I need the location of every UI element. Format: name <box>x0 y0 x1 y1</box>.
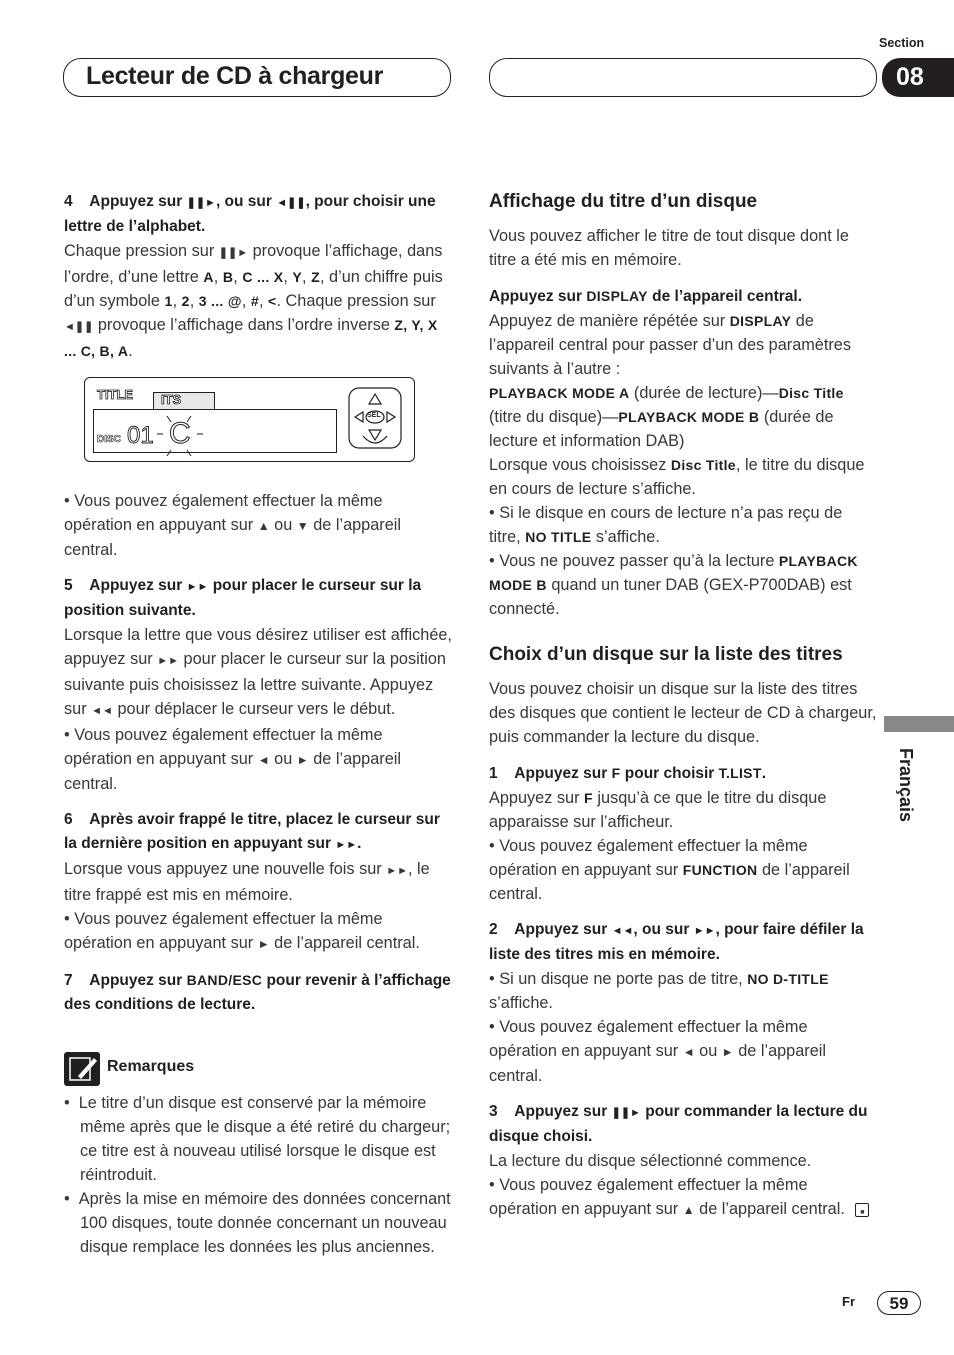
pencil-icon <box>64 1052 100 1086</box>
left-icon: ◄ <box>682 1045 695 1059</box>
step-6-desc: Lorsque vous appuyez une nouvelle fois sur ►►, le titre frappé est mis en mémoire. <box>64 860 430 904</box>
right-bullet-4: • Si un disque ne porte pas de titre, NO D-TITLE s’affiche. <box>489 970 829 1012</box>
title-pill-empty <box>489 58 877 97</box>
display-title-intro: Vous pouvez afficher le titre de tout disque dont le titre a été mis en mémoire. <box>489 227 849 269</box>
display-disc-label: DISC <box>97 434 121 445</box>
joystick-icon <box>345 384 405 456</box>
display-modes: PLAYBACK MODE A (durée de lecture)—Disc Title (titre du disque)—PLAYBACK MODE B (durée de lecture et information DAB) <box>489 384 844 450</box>
step-r1: 1 Appuyez sur F pour choisir T.LIST. <box>489 765 766 782</box>
cursor-blink-icon <box>155 414 205 460</box>
step-display: Appuyez sur DISPLAY de l’appareil central. <box>489 288 803 305</box>
ff-icon: ►► <box>335 839 358 851</box>
display-desc: Appuyez de manière répétée sur DISPLAY de l’appareil central pour passer d’un des paramètres suivants à l’autre : <box>489 312 852 378</box>
heading-display-title: Affichage du titre d’un disque <box>489 191 758 212</box>
right-bullet-2: • Vous ne pouvez passer qu’à la lecture PLAYBACK MODE B quand un tuner DAB (GEX-P700DAB) est connecté. <box>489 552 858 618</box>
note-2: • Après la mise en mémoire des données concernant 100 disques, toute donnée concernant un nouveau disque remplace les données les plus anciennes. <box>64 1190 451 1256</box>
step-6: 6 Après avoir frappé le titre, placez le curseur sur la dernière position en appuyant sur ►►. <box>64 811 440 852</box>
lang-code: Fr <box>842 1294 855 1309</box>
bullet-2: • Vous pouvez également effectuer la même opération en appuyant sur ◄ ou ► de l’appareil central. <box>64 726 401 793</box>
title-list-intro: Vous pouvez choisir un disque sur la liste des titres des disques que contient le lecteur de CD à chargeur, puis commander la lecture du disque. <box>489 680 877 746</box>
note-1: • Le titre d’un disque est conservé par la mémoire même après que le disque a été retiré du chargeur; ce titre est à nouveau utilisé lorsque le disque est réintroduit. <box>64 1094 451 1184</box>
step-r3: 3 Appuyez sur ❚❚► pour commander la lecture du disque choisi. <box>489 1103 868 1145</box>
ff-icon: ►► <box>693 925 716 937</box>
section-number: 08 <box>882 58 954 97</box>
step-7: 7 Appuyez sur BAND/ESC pour revenir à l’affichage des conditions de lecture. <box>64 972 451 1013</box>
right-icon: ► <box>721 1045 734 1059</box>
page-title: Lecteur de CD à chargeur <box>86 62 384 90</box>
end-mark-icon: ■ <box>855 1203 869 1217</box>
right-bullet-5: • Vous pouvez également effectuer la même opération en appuyant sur ◄ ou ► de l’appareil central. <box>489 1018 826 1085</box>
right-icon: ► <box>296 753 309 767</box>
rew-icon: ◄◄ <box>611 925 634 937</box>
language-label: Français <box>896 748 916 823</box>
up-icon: ▲ <box>257 519 270 533</box>
left-icon: ◄ <box>257 753 270 767</box>
reverse-pause-icon: ◄❚❚ <box>276 197 306 209</box>
title-pill <box>63 58 451 97</box>
step-5: 5 Appuyez sur ►► pour placer le curseur sur la position suivante. <box>64 577 422 619</box>
left-column-cont <box>64 489 454 1017</box>
display-title-label: TITLE <box>97 387 134 402</box>
language-tab <box>884 716 954 732</box>
play-pause-icon: ❚❚► <box>218 247 249 259</box>
right-icon: ► <box>257 937 270 951</box>
down-icon: ▼ <box>296 519 309 533</box>
right-bullet-1: • Si le disque en cours de lecture n’a pas reçu de titre, NO TITLE s’affiche. <box>489 504 843 546</box>
step-4: 4 Appuyez sur ❚❚►, ou sur ◄❚❚, pour choisir une lettre de l’alphabet. <box>64 193 436 235</box>
step-5-desc: Lorsque la lettre que vous désirez utiliser est affichée, appuyez sur ►► pour placer le curseur sur la position suivante puis choisissez la lettre suivante. Appuyez sur ◄◄ pour déplacer le curseur vers le début. <box>64 626 452 718</box>
step-r1-desc: Appuyez sur F jusqu’à ce que le titre du disque apparaisse sur l’afficheur. <box>489 789 827 831</box>
step-r2: 2 Appuyez sur ◄◄, ou sur ►►, pour faire défiler la liste des titres mis en mémoire. <box>489 921 864 963</box>
right-bullet-3: • Vous pouvez également effectuer la même opération en appuyant sur FUNCTION de l’appareil central. <box>489 837 850 903</box>
display-disc-number: 01 <box>127 422 154 449</box>
reverse-pause-icon: ◄❚❚ <box>64 321 94 333</box>
section-label: Section <box>879 36 925 50</box>
disc-title-desc: Lorsque vous choisissez Disc Title, le titre du disque en cours de lecture s’affiche. <box>489 456 865 498</box>
lcd-display <box>84 377 415 462</box>
left-column <box>64 190 454 363</box>
display-its-label: ITS <box>161 392 182 407</box>
step-r3-desc: La lecture du disque sélectionné commence. <box>489 1152 812 1170</box>
bullet-1: • Vous pouvez également effectuer la même opération en appuyant sur ▲ ou ▼ de l’appareil central. <box>64 492 401 559</box>
ff-icon: ►► <box>157 655 180 667</box>
right-bullet-6: • Vous pouvez également effectuer la même opération en appuyant sur ▲ de l’appareil central. ■ <box>489 1173 877 1222</box>
step-4-desc: Chaque pression sur ❚❚► provoque l’affichage, dans l’ordre, d’une lettre A, B, C ... X, Y, Z, d’un chiffre puis d’un symbole 1, 2, 3 ... @, #, <. Chaque pression sur ◄❚❚ provoque l’affichage dans l’ordre inverse Z, Y, X ... C, B, A. <box>64 242 443 360</box>
page-number: 59 <box>877 1291 921 1315</box>
display-sel-label: SEL <box>367 412 381 419</box>
notes-icon-box <box>64 1052 100 1086</box>
notes-list <box>64 1091 454 1259</box>
right-column <box>489 190 877 1222</box>
play-pause-icon: ❚❚► <box>611 1107 641 1119</box>
play-pause-icon: ❚❚► <box>186 197 216 209</box>
heading-title-list: Choix d’un disque sur la liste des titres <box>489 644 843 665</box>
display-cursor-char: C <box>169 417 191 450</box>
up-icon: ▲ <box>682 1203 695 1217</box>
ff-icon: ►► <box>386 865 408 877</box>
rew-icon: ◄◄ <box>91 705 113 717</box>
bullet-3: • Vous pouvez également effectuer la même opération en appuyant sur ► de l’appareil central. <box>64 910 420 952</box>
notes-title: Remarques <box>107 1058 195 1075</box>
ff-icon: ►► <box>186 581 209 593</box>
